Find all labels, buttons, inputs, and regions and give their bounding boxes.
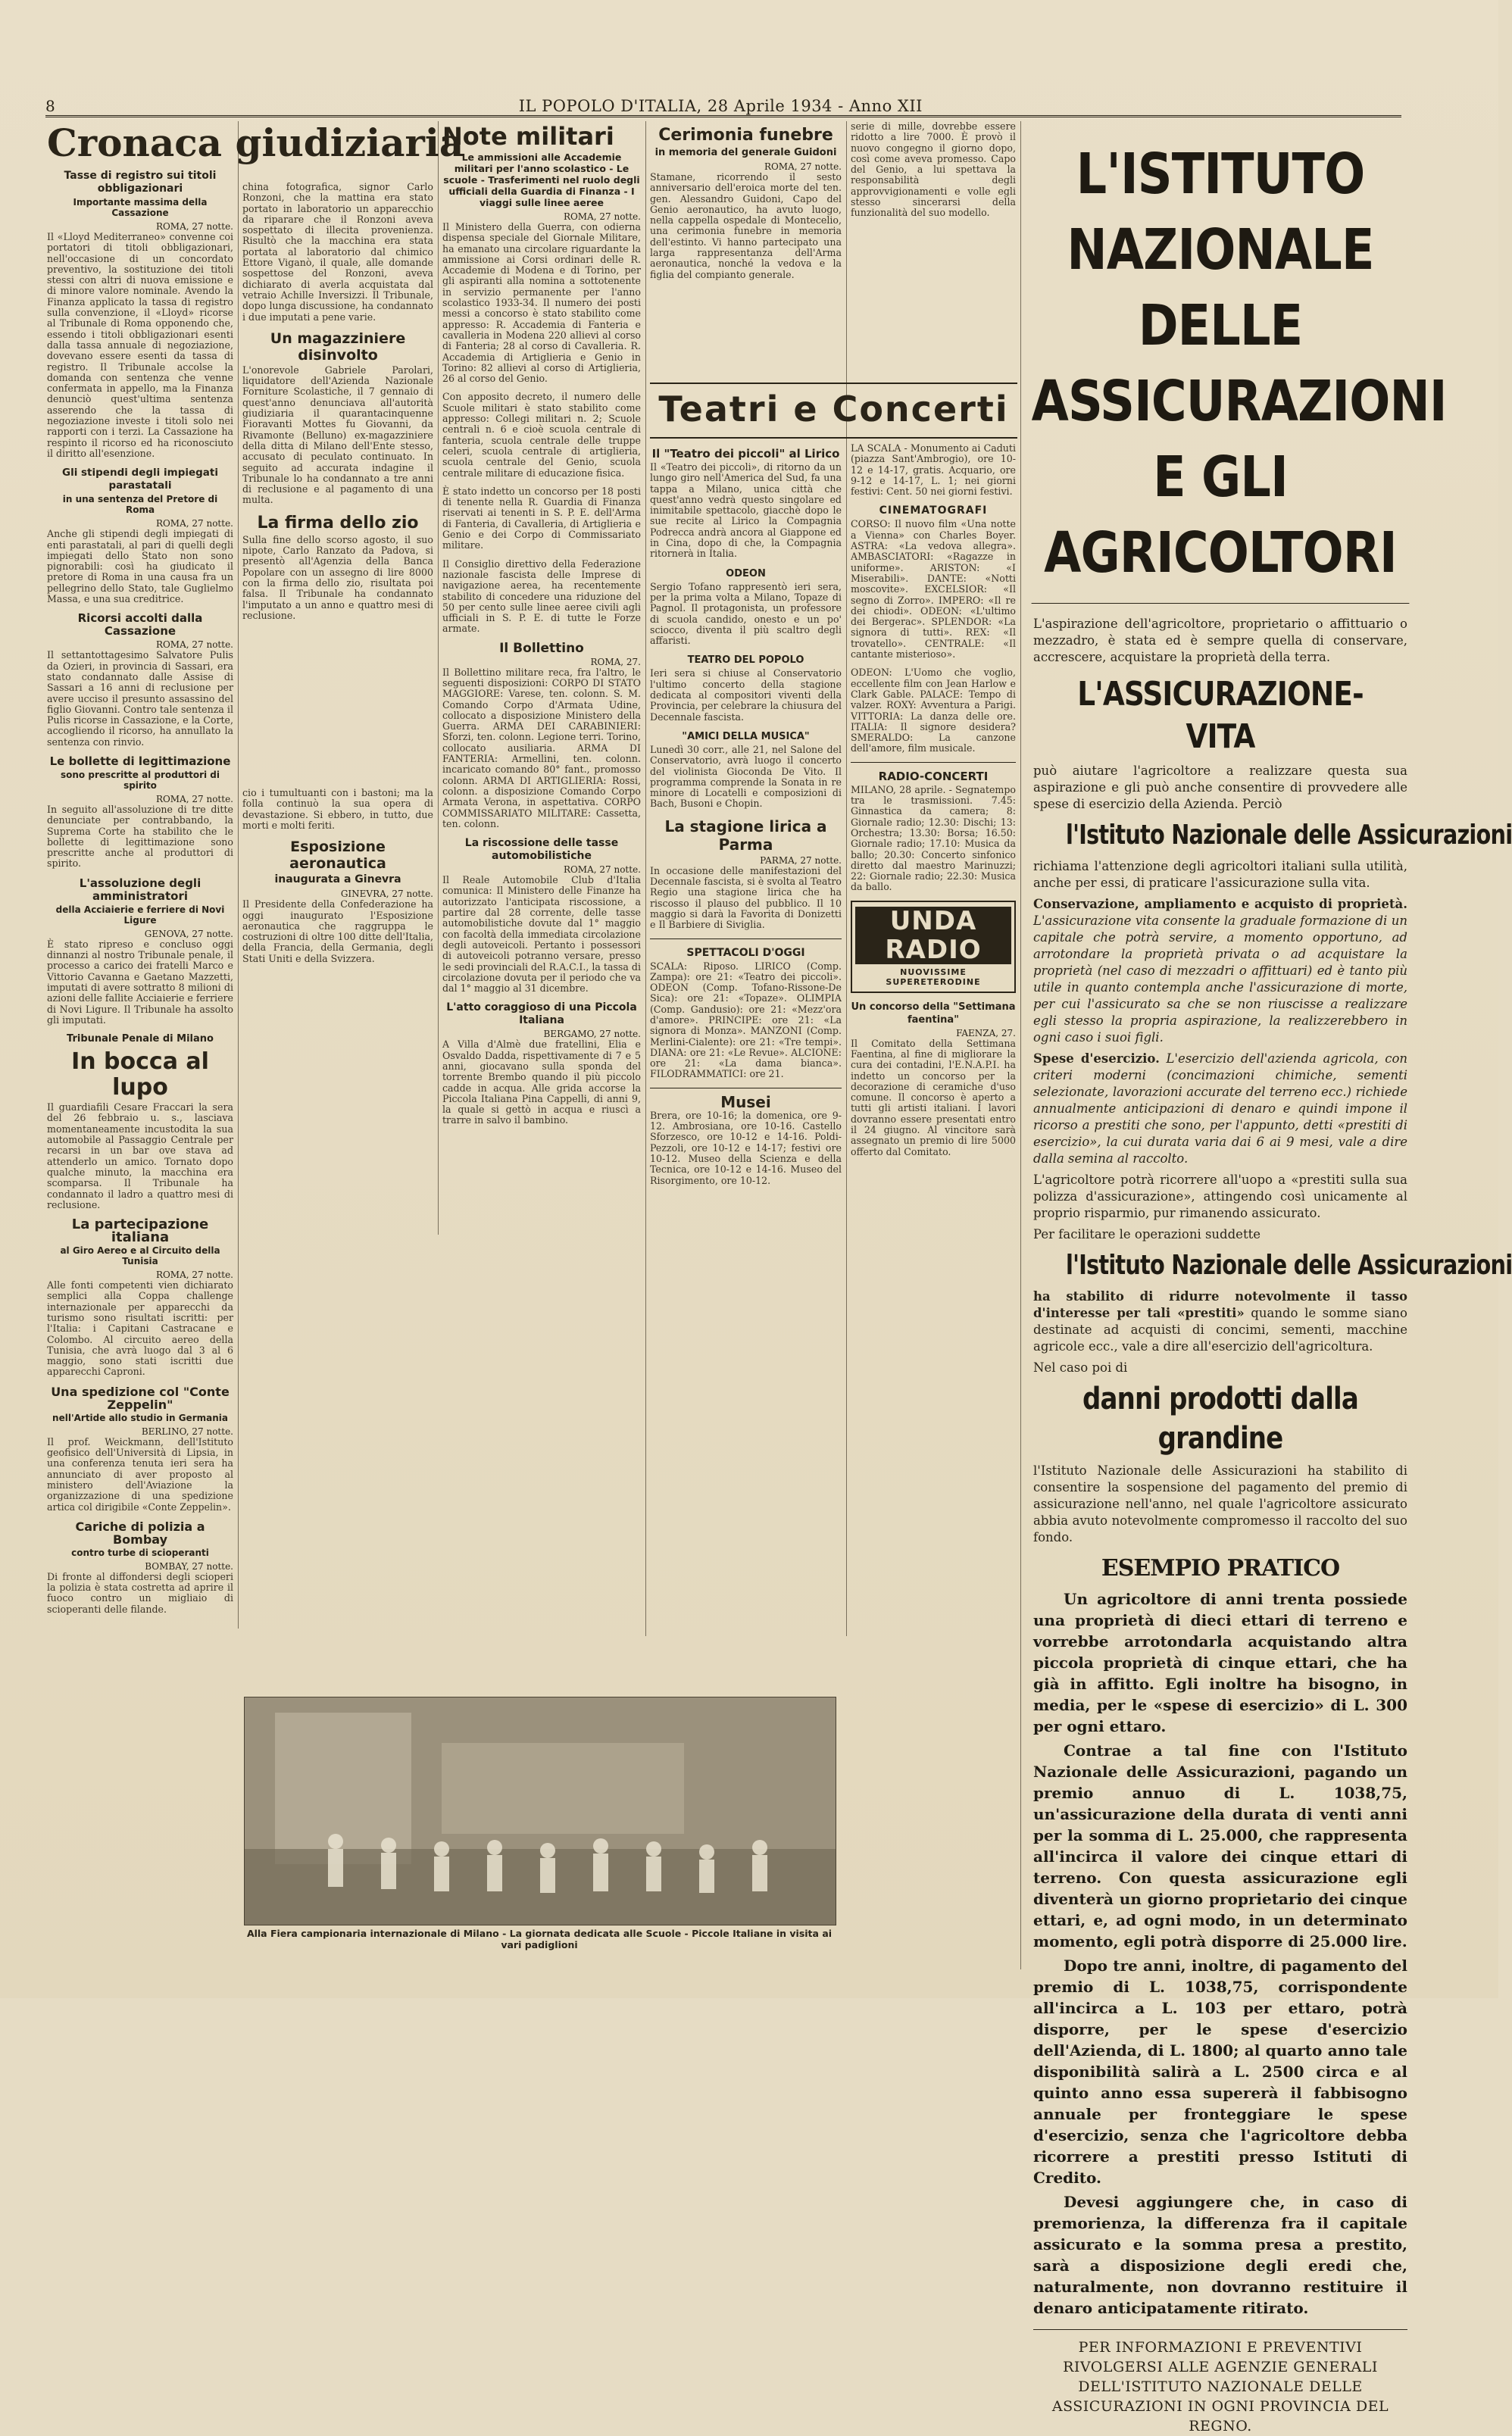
cinema-continuation [851,667,1016,754]
page-header [45,89,1401,117]
cinematografi [851,504,1016,660]
article-guardia-finanza [442,486,641,551]
article-stagione-lirica [650,817,842,931]
article-subtitle: Le ammissioni alle Accademie militari per l'anno scolastico - Le scuole - Trasferimenti nel ruolo degli ufficiali della Guardia di Finanza - I viaggi sulle linee aeree [443,151,640,208]
column-4-lower [650,443,842,1746]
article-esposizione [242,839,433,964]
article-body: Il «Teatro dei piccoli», di ritorno da un lungo giro nell'America del Sud, fa una tappa a Milano, unica città che quest'anno vedrà questo singolare ed inimitabile spettacolo, giacchè dopo le sue recite al Lirico la Compagnia Podrecca andrà ancora al Giappone ed in Cina, dopo di che, la Compagnia ritornerà in Italia. [650,461,842,560]
dateline: ROMA, 27 notte. [563,864,641,876]
article-body: Il settantottagesimo Salvatore Pulis da Ozieri, in provincia di Sassari, era stato condannato dalle Assise di Sassari a 16 anni di reclusione per avere ucciso il presunto assassino del figlio Giovanni. Contro tale sentenza il Pulis ricorse in Cassazione, e la Corte, accogliendo il ricorso, ha annullato la sentenza con rinvio. [47,649,234,748]
dateline: ROMA, 27 notte. [155,221,233,232]
article-body: cio i tumultuanti con i bastoni; ma la folla continuò la sua opera di devastazione. Si ebbero, in tutto, due morti e molti feriti. [242,787,433,831]
column-3 [442,121,641,1636]
ad-p4-body: L'assicurazione vita consente la graduale formazione di un capitale che potrà servire, a momento opportuno, ad arrotondare la proprietà privata o ad acquistare la proprietà (nel caso di mezzadri o affittuari) ed è tanto più utile in quanto contempla anche l'assicurazione di morte, per cui l'assicurato sa che se non riuscisse a realizzare egli stesso la propria aspirazione, la realizzerebbero in ogni caso i suoi figli. [1033,914,1407,1045]
article-zeppelin [47,1385,233,1513]
dateline: BOMBAY, 27 notte. [145,1560,233,1572]
article-title: Un concorso della "Settimana faentina" [851,1001,1016,1026]
article-body: In seguito all'assoluzione di tre ditte denunciate per contrabbando, la Suprema Corte ha stabilito che le bollette di legittimazione sono prescritte anche al produttori di spirito. [47,803,233,870]
article-title: SPETTACOLI D'OGGI [686,946,805,959]
article-body: Alle fonti competenti vien dichiarato semplici alla Coppa challenge internazionale per apparecchi da turismo sono risultati iscritti: per l'Italia: i Capitani Castracane e Colombo. Al circuito aereo della Tunisia, che avrà luogo dal 3 al 6 maggio, sono stati iscritti due apparecchi Caproni. [47,1279,233,1378]
article-body: Lunedì 30 corr., alle 21, nel Salone del Conservatorio, avrà luogo il concerto del violinista Gioconda De Vito. Il programma comprende la Sonata in re minore di Locatelli e composizioni di Bach, Busoni e Chopin. [650,743,842,810]
article-ricorsi [47,612,233,748]
article-continuation [242,182,433,323]
article-title: Cerimonia funebre [658,126,833,145]
article-title: Esposizione aeronautica [289,839,386,873]
article-partecipazione [47,1218,233,1378]
article-body: Il Presidente della Confederazione ha oggi inaugurato l'Esposizione aeronautica che raggruppa le costruzioni di oltre 100 ditte dell'Italia, della Francia, della Germania, degli Stati Uniti e della Svizzera. [242,898,433,964]
ad-p5-lead: Spese d'esercizio. [1033,1051,1160,1066]
ad-h6: ESEMPIO PRATICO [1101,1555,1340,1582]
article-title: Il Bollettino [499,640,584,656]
article-subtitle: inaugurata a Ginevra [274,873,401,886]
article-title: Il "Teatro dei piccoli" al Lirico [651,447,840,461]
article-bocca-al-lupo [47,1033,233,1210]
section-title-cronaca: Cronaca giudiziaria [47,120,464,165]
article-body: Di fronte al diffondersi degli scioperi la polizia è stata costretta ad aprire il fuoco contro un migliaio di scioperanti delle filande. [47,1570,233,1615]
ad-h3: l'Istituto Nazionale delle Assicurazioni [1066,820,1512,851]
article-title: La partecipazione italiana [71,1216,209,1246]
article-body: A Villa d'Almè due fratellini, Elia e Osvaldo Dadda, rispettivamente di 7 e 5 anni, giocavano sulla sponda del torrente Brembo quando il più piccolo cadde in acqua. Alle grida accorse la Piccola Italiana Pina Cappelli, di anni 9, la quale si gettò in acqua e riuscì a trarre in salvo il bambino. [442,1038,641,1126]
article-subtitle: in una sentenza del Pretore di Roma [62,494,218,516]
article-body: Il Comitato della Settimana Faentina, al fine di migliorare la cura dei contadini, l'E.N.A.P.I. ha indetto un concorso per la decorazione di ceramiche d'uso comune. Il concorso è aperto a tutti gli artisti italiani. I lavori dovranno essere presentati entro il 24 giugno. Al vincitore sarà assegnato un premio di lire 5000 offerto dal Comitato. [851,1037,1016,1157]
article-kicker: Tribunale Penale di Milano [67,1033,214,1045]
article-title: ODEON [726,567,766,579]
article-title: L'assoluzione degli amministratori [79,876,201,903]
article-title: Ricorsi accolti dalla Cassazione [77,611,203,639]
photo-placeholder-icon [245,1697,836,1925]
article-title: Una spedizione col "Conte Zeppelin" [51,1384,230,1412]
column-5-lower [851,443,1016,1852]
dateline: ROMA, 27. [590,656,641,667]
article-title: Le bollette di legittimazione [49,754,231,768]
article-magazziniere [242,330,433,506]
ad-p9: Nel caso poi di [1033,1360,1128,1375]
ad-brand: UNDA RADIO [855,907,1011,964]
article-body: Anche gli stipendi degli impiegati di enti parastatali, al pari di quelli degli impiegati dello Stato non sono pignorabili: così ha giudicato il pretore di Roma in una causa fra un pellegrino dello Stato, tale Guglielmo Massa, e una sua creditrice. [47,528,233,605]
ad-p12: Contrae a tal fine con l'Istituto Nazionale delle Assicurazioni, pagando un premio annuo di L. 1038,75, un'assicurazione della durata di venti anni per la somma di L. 25.000, che rappresenta all'incirca il valore dei cinque ettari di terreno. Con questa assicurazione egli diventerà un giorno proprietario dei cinque ettari, e, ad ogni modo, in un determinato momento, egli potrà disporre di 25.000 lire. [1033,1741,1407,1950]
article-body: È stato indetto un concorso per 18 posti di tenente nella R. Guardia di Finanza riservati ai tenenti in S. P. E. dell'Arma di Fanteria, di Cavalleria, di Artiglieria e Genio e dei Corpo di Commissariato militare. [442,485,641,551]
article-accademie [442,151,641,384]
ad-p8-lead: ha stabilito di ridurre notevolmente il tasso d'interesse per tali «prestiti» [1033,1289,1407,1320]
article-body: L'onorevole Gabriele Parolari, liquidatore dell'Azienda Nazionale Forniture Scolastiche, il 7 gennaio di quest'anno denunciava all'autorità giudiziaria il quarantacinquenne Fioravanti Mottes fu Giovanni, da Rivamonte (Belluno) ex-magazziniere della ditta di Milano dell'Ente stesso, accusato di peculato continuato. In seguito ad accurata indagine il Tribunale lo ha condannato a tre anni di reclusione e al pagamento di una multa. [242,364,433,506]
ad-p7: Per facilitare le operazioni suddette [1033,1227,1261,1241]
ad-p8-body: quando le somme siano destinate ad acquisti di concimi, sementi, macchine agricole ecc., vale a dire all'esercizio dell'agricoltura. [1033,1306,1407,1354]
article-assoluzione [47,877,233,1026]
article-title: L'atto coraggioso di una Piccola Italiana [446,1001,637,1027]
article-scuole [442,392,641,478]
article-body: Il Reale Automobile Club d'Italia comunica: Il Ministero delle Finanze ha autorizzato l'anticipata riscossione, a partire dal 28 corrente, delle tasse automobilistiche dovute dal 1° maggio con facoltà della immediata circolazione degli autoveicoli. Pertanto i possessori di autoveicoli potranno versare, presso le sedi provinciali del R.A.C.I., la tassa di circolazione dovuta per il periodo che va dal 1° maggio al 31 dicembre. [442,874,641,995]
article-odeon [650,567,842,647]
article-body: Il prof. Weickmann, dell'Istituto geofisico dell'Università di Lipsia, in una conferenza tenuta ieri sera ha annunciato di aver proposto al ministero dell'Aviazione la organizzazione di una spedizione artica col dirigibile «Conte Zeppelin». [47,1435,233,1513]
article-body: Il «Lloyd Mediterraneo» convenne coi portatori di titoli obbligazionari, nell'occasione di un concordato preventivo, la sostituzione dei titoli stessi con altri di nuova emissione e di minore valore nominale. Avendo la Finanza applicato la tassa di registro sulla convenzione, il «Lloyd» ricorse al Tribunale di Roma opponendo che, essendo i titoli obbligazionari esenti dalla tassa annuale di negoziazione, dovevano essere esenti da tassa di registro. Il Tribunale accolse la domanda con sentenza che venne confermata in appello, ma la Finanza denunciò quest'ultima sentenza asserendo che la tassa di negoziazione investe i titoli solo nei rapporti con i terzi. La Cassazione ha respinto il ricorso ed ha riconosciuto il diritto all'esenzione. [47,231,233,459]
ad-h4: l'Istituto Nazionale delle Assicurazioni [1066,1250,1512,1281]
dateline: BERLINO, 27 notte. [141,1426,233,1437]
spettacoli-oggi [650,938,842,1080]
article-body: Il guardiafili Cesare Fraccari la sera del 26 febbraio u. s., lasciava momentaneamente incustodita la sua automobile al Passaggio Centrale per recarsi in un bar ove stava ad attenderlo un amico. Tornato dopo qualche minuto, la macchina era scomparsa. Il Tribunale ha condannato il ladro a quattro mesi di reclusione. [47,1101,233,1210]
listing-body: ODEON: L'Uomo che voglio, eccellente film con Jean Harlow e Clark Gable. PALACE: Tempo di valzer. ROXY: Avventura a Parigi. VITTORIA: La danza delle ore. ITALIA: Il signore desidera? SMERALDO: La canzone dell'amore, film musicale. [851,667,1016,754]
article-continuation-2 [242,788,433,831]
radio-concerti [851,762,1016,893]
listing-body: CORSO: Il nuovo film «Una notte a Vienna» con Charles Boyer. ASTRA: «La vedova allegra». AMBASCIATORI: «Ragazze in uniforme». ARISTON: «I Miserabili». DANTE: «Notti moscovite». EXCELSIOR: «Il segno di Zorro». IMPERO: «Il re dei chiodi». ODEON: «L'ultimo dei Bergerac». SPLENDOR: «La signora di tutti». REX: «Il trovatello». CENTRALE: «Il cantante misterioso». [851,518,1016,661]
masthead: IL POPOLO D'ITALIA, 28 Aprile 1934 - Anno XII [518,97,923,115]
article-bollettino [442,642,641,829]
article-title: Gli stipendi degli impiegati parastatali [61,467,218,492]
article-body: Il Ministero della Guerra, con odierna dispensa speciale del Giornale Militare, ha emanato una circolare riguardante la ammissione ai Corsi ordinari delle R. Accademie di Modena e di Torino, per gli aspiranti alla nomina a sottotenente in servizio permanente per l'anno scolastico 1933-34. Il numero dei posti messi a concorso è stato stabilito come appresso: R. Accademia di Fanteria e cavalleria in Modena 220 allievi al corso di Fanteria; 28 al corso di Cavalleria. R. Accademia di Artiglieria e Genio in Torino: 82 allievi al corso di Artiglieria, 26 al corso del Genio. [442,221,641,385]
article-bombay [47,1520,233,1615]
article-teatro-popolo [650,654,842,722]
article-title: In bocca al lupo [71,1048,209,1101]
article-body: china fotografica, signor Carlo Ronzoni, che la mattina era stato portato in laboratorio un apparecchio da riparare che il Ronzoni aveva sospettato di illecita provenienza. Risultò che la macchina era stata portata al laboratorio dal chimico Ettore Viganò, il quale, alle domande sospettose del Ronzoni, aveva dichiarato di averla acquistata dal vetraio Achille Inversizzi. Il Tribunale, dopo lunga discussione, ha condannato i due imputati a pene varie. [242,181,433,323]
article-subtitle: della Acciaierie e ferriere di Novi Ligure [55,904,225,926]
ad-p10: l'Istituto Nazionale delle Assicurazioni ha stabilito di consentire la sospensione del pagamento del premio di assicurazione nell'anno, nel quale l'agricoltore assicurato abbia avuto notevolmente compromesso il raccolto del suo fondo. [1033,1463,1407,1544]
dateline: ROMA, 27 notte. [155,518,233,529]
article-settimana-faentina [851,1001,1016,1157]
teatri-banner [650,383,1017,439]
article-cerimonia [650,126,842,280]
dateline: BERGAMO, 27 notte. [543,1029,641,1040]
article-subtitle: Importante massima della Cassazione [73,197,208,218]
article-amici-musica [650,730,842,810]
article-subtitle: in memoria del generale Guidoni [654,147,837,158]
article-title: Cariche di polizia a Bombay [75,1519,205,1547]
ad-p3: richiama l'attenzione degli agricoltori italiani sulla utilità, anche per essi, di praticare l'assicurazione sulla vita. [1033,859,1407,890]
article-body: È stato ripreso e concluso oggi dinnanzi al nostro Tribunale penale, il processo a carico dei fratelli Marco e Vittorio Cavanna e Gaetano Mazzetti, imputati di avere sottratto 8 milioni di azioni delle fallite Acciaierie e ferriere di Novi Ligure. Il Tribunale ha assolto gli imputati. [47,938,233,1026]
photo-caption: Alla Fiera campionaria internazionale di Milano - La giornata dedicata alle Scuole - Piccole Italiane in visita ai vari padiglioni [246,1928,833,1950]
article-body: Il Bollettino militare reca, fra l'altro, le seguenti disposizioni: CORPO DI STATO MAGGIORE: Varese, ten. colonn. S. M. Comando Corpo d'Armata Udine, collocato a disposizione Ministero della Guerra. ARMA DEI CARABINIERI: Sforzi, ten. colonn. Legione terri. Torino, collocato ausiliaria. ARMA DI FANTERIA: Armellini, ten. colonn. incaricato comando 80° fant., promosso colonn. ARMA DI ARTIGLIERIA: Rossi, colonn. a disposizione Comando Corpo Armata Verona, in aspettativa. CORPO COMMISSARIATO MILITARE: Cassetta, ten. colonn. [442,666,641,829]
article-title: La stagione lirica a Parma [664,817,827,854]
ad-p5 [1033,1051,1407,1167]
article-title: Un magazziniere disinvolto [270,329,406,364]
column-5 [851,121,1016,379]
article-piccola-italiana [442,1001,641,1126]
photo-fiera-campionaria [244,1697,836,1925]
article-subtitle: contro turbe di scioperanti [71,1547,209,1558]
article-title: CINEMATOGRAFI [879,504,988,517]
dateline: ROMA, 27 notte. [155,793,233,804]
article-body: Il Consiglio direttivo della Federazione nazionale fascista delle Imprese di navigazione aerea, ha recentemente stabilito di concedere una riduzione del 50 per cento sulle linee aeree civili agli ufficiali in S. P. E. di tutte le Forze armate. [442,557,641,635]
article-body: Sergio Tofano rappresentò ieri sera, per la prima volta a Milano, Topaze di Pagnol. Il protagonista, un professore di scuola candido, onesto e un po' sciocco, diventa il più scaltro degli affaristi. [650,580,842,647]
section-title-note-militari: Note militari [442,122,614,151]
article-title: Tasse di registro sui titoli obbligazionari [64,170,217,195]
listing-body: MILANO, 28 aprile. - Segnatempo tra le trasmissioni. 7.45: Ginnastica da camera; 8: Giornale radio; 12.30: Dischi; 13: Orchestra; 13.30: Borsa; 16.50: Giornale radio; 17.10: Musica da ballo; 20.30: Concerto sinfonico diretto dal maestro Marinuzzi; 22: Giornale radio; 22.30: Musica da ballo. [851,783,1016,893]
section-title-teatri: Teatri e Concerti [658,389,1009,429]
dateline: ROMA, 27 notte. [764,161,842,172]
article-body: Ieri sera si chiuse al Conservatorio l'ultimo concerto della stagione dedicata al compositori viventi della Provincia, per celebrare la chiusura del Decennale fascista. [650,667,842,723]
dateline: ROMA, 27 notte. [155,639,233,651]
article-body: In occasione delle manifestazioni del Decennale fascista, si è svolta al Teatro Regio una stagione lirica che ha riscosso il plauso del pubblico. Il 10 maggio si darà la Favorita di Donizetti e Il Barbiere di Siviglia. [650,864,842,931]
ad-h5: danni prodotti dalla grandine [1082,1382,1358,1456]
article-body: LA SCALA - Monumento ai Caduti (piazza Sant'Ambrogio), ore 10-12 e 14-17, gratis. Acquario, ore 9-12 e 14-17, L. 1; nei giorni festivi: Cent. 50 nei giorni festivi. [851,442,1016,498]
listing-body: SCALA: Riposo. LIRICO (Comp. Zampa): ore 21: «Teatro dei piccoli». ODEON (Comp. Tofano-Rissone-De Sica): ore 21: «Topaze». OLIMPIA (Comp. Gandusio): ore 21: «Mezz'ora d'amore». PRINCIPE: ore 21: «La signora di Monza». MANZONI (Comp. Merlini-Cialente): ore 21: «Tre tempi». DIANA: ore 21: «Le Revue». ALCIONE: ore 21: «La dama bianca». FILODRAMMATICI: ore 21. [650,960,842,1080]
ad-footer: PER INFORMAZIONI E PREVENTIVI RIVOLGERSI ALLE AGENZIE GENERALI DELL'ISTITUTO NAZIONALE DELLE ASSICURAZIONI IN OGNI PROVINCIA DEL REGNO. [1033,2329,1407,2436]
dateline: FAENZA, 27. [956,1027,1016,1038]
article-stipendi [47,467,233,604]
article-firma-zio [242,514,433,621]
ad-p4 [1033,896,1407,1046]
ina-advertisement [1027,121,1512,2434]
ad-intro: L'aspirazione dell'agricoltore, proprietario o affittuario o mezzadro, è stata ed è sempre quella di conservare, accrescere, acquistare la proprietà della terra. [1033,617,1407,664]
ad-headline: L'ISTITUTO NAZIONALE DELLE ASSICURAZIONI E GLI AGRICOLTORI [1032,121,1410,604]
article-subtitle: sono prescritte al produttori di spirito [61,769,220,791]
ad-p6: L'agricoltore potrà ricorrere all'uopo a «prestiti sulla sua polizza d'assicurazione», attingendo così unicamente al proprio risparmio, pur rimanendo assicurato. [1033,1173,1407,1220]
dateline: ROMA, 27 notte. [155,1270,233,1281]
page-number: 8 [45,97,55,115]
article-body: Sulla fine dello scorso agosto, il suo nipote, Carlo Ranzato da Padova, si presentò all'Agenzia della Banca Popolare con un assegno di lire 8000 con la firma dello zio, risultata poi falsa. Il Tribunale ha condannato l'imputato a un anno e quattro mesi di reclusione. [242,533,433,621]
article-tasse [47,170,233,459]
article-title: La riscossione delle tasse automobilistiche [464,837,619,863]
article-subtitle: al Giro Aereo e al Circuito della Tunisia [60,1245,220,1267]
dateline: GINEVRA, 27 notte. [340,889,433,900]
article-teatro-piccoli [650,448,842,560]
dateline: PARMA, 27 notte. [760,854,842,866]
ad-p8 [1033,1288,1407,1355]
article-body: Stamane, ricorrendo il sesto anniversario dell'eroica morte del ten. gen. Alessandro Guidoni, Capo del Genio aeronautico, ha avuto luogo, nella cappella ospedale di Montecelio, una cerimonia funebre in memoria dell'estinto. Vi hanno partecipato una larga rappresentanza dell'Arma aeronautica, nonché la vedova e la figlia del compianto generale. [650,171,842,280]
ad-p13: Dopo tre anni, inoltre, di pagamento del premio di L. 1038,75, corrispondente all'incirca a L. 103 per ettaro, potrà disporre, per le spese d'esercizio dell'Azienda, di L. 1800; al quarto anno tale disponibilità salirà a L. 2500 circa e al quinto anno essa supererà il fabbisogno annuale per fronteggiare le spese d'esercizio, senza che l'agricoltore debba ricorrere a prestiti presso Istituti di Credito. [1033,1957,1407,2187]
ad-p2: può aiutare l'agricoltore a realizzare questa sua aspirazione e gli può anche consentire di provvedere alle spese di esercizio della Azienda. Perciò [1033,764,1407,811]
column-2 [242,182,433,1697]
article-title: "AMICI DELLA MUSICA" [682,730,810,742]
listing-body: Brera, ore 10-16; la domenica, ore 9-12. Ambrosiana, ore 10-16. Castello Sforzesco, ore 10-12 e 14-16. Poldi-Pezzoli, ore 10-12 e 14-17; festivi ore 10-12. Museo della Scienza e della Tecnica, ore 10-12 e 14-16. Museo del Risorgimento, ore 10-12. [650,1109,842,1186]
ad-tagline: NUOVISSIME SUPERETERODINE [886,967,981,987]
ad-p5-body: L'esercizio dell'azienda agricola, con criteri moderni (concimazioni chimiche, sementi selezionate, lavorazioni accurate del terreno ecc.) richiede annualmente anticipazioni di denaro e quindi impone il ricorso a prestiti che sono, per l'appunto, detti «prestiti di esercizio», la cui durata varia dai 6 ai 9 mesi, vale a dire dalla semina al raccolto. [1033,1051,1407,1166]
article-title: TEATRO DEL POPOLO [687,654,804,667]
dateline: GENOVA, 27 notte. [144,928,233,939]
article-subtitle: nell'Artide allo studio in Germania [52,1412,228,1423]
article-body: Con apposito decreto, il numero delle Scuole militari è stato stabilito come appresso: Collegi militari n. 2; Scuole centrali n. 6 e cioè scuola centrale di fanteria, scuola centrale delle truppe celeri, scuola centrale di artiglieria, scuola centrale del Genio, scuola centrale militare di educazione fisica. [442,391,641,479]
unda-radio-ad [851,901,1016,993]
article-title: La firma dello zio [257,513,419,532]
article-viaggi-aerei [442,559,641,635]
musei [650,1088,842,1186]
article-tasse-auto [442,837,641,994]
monumento [851,443,1016,497]
dateline: ROMA, 27 notte. [563,211,641,222]
article-bollette [47,755,233,870]
ad-p4-lead: Conservazione, ampliamento e acquisto di proprietà. [1033,897,1407,911]
ad-p14: Devesi aggiungere che, in caso di premorienza, la differenza fra il capitale assicurato e la somma presa a prestito, sarà a disposizione degli eredi che, naturalmente, non dovranno restituire il denaro anticipatamente ritirato. [1033,2193,1407,2317]
ad-h2: L'ASSICURAZIONE-VITA [1077,675,1364,756]
article-body: serie di mille, dovrebbe essere ridotto a lire 7000. È provò il nuovo congegno il giorno dopo, così come aveva promesso. Capo del Genio, a lui spettava la responsabilità degli approvvigionamenti e volle egli stesso sincerarsi della funzionalità del suo modello. [851,120,1016,219]
ad-p11: Un agricoltore di anni trenta possiede una proprietà di dieci ettari di terreno e vorrebbe arrotondarla acquistando altra piccola proprietà di cinque ettari, che ha già in affitto. Egli inoltre ha bisogno, in media, per le «spese di esercizio» di L. 300 per ogni ettaro. [1033,1590,1407,1735]
article-title: RADIO-CONCERTI [878,769,989,783]
article-title: Musei [720,1092,771,1111]
